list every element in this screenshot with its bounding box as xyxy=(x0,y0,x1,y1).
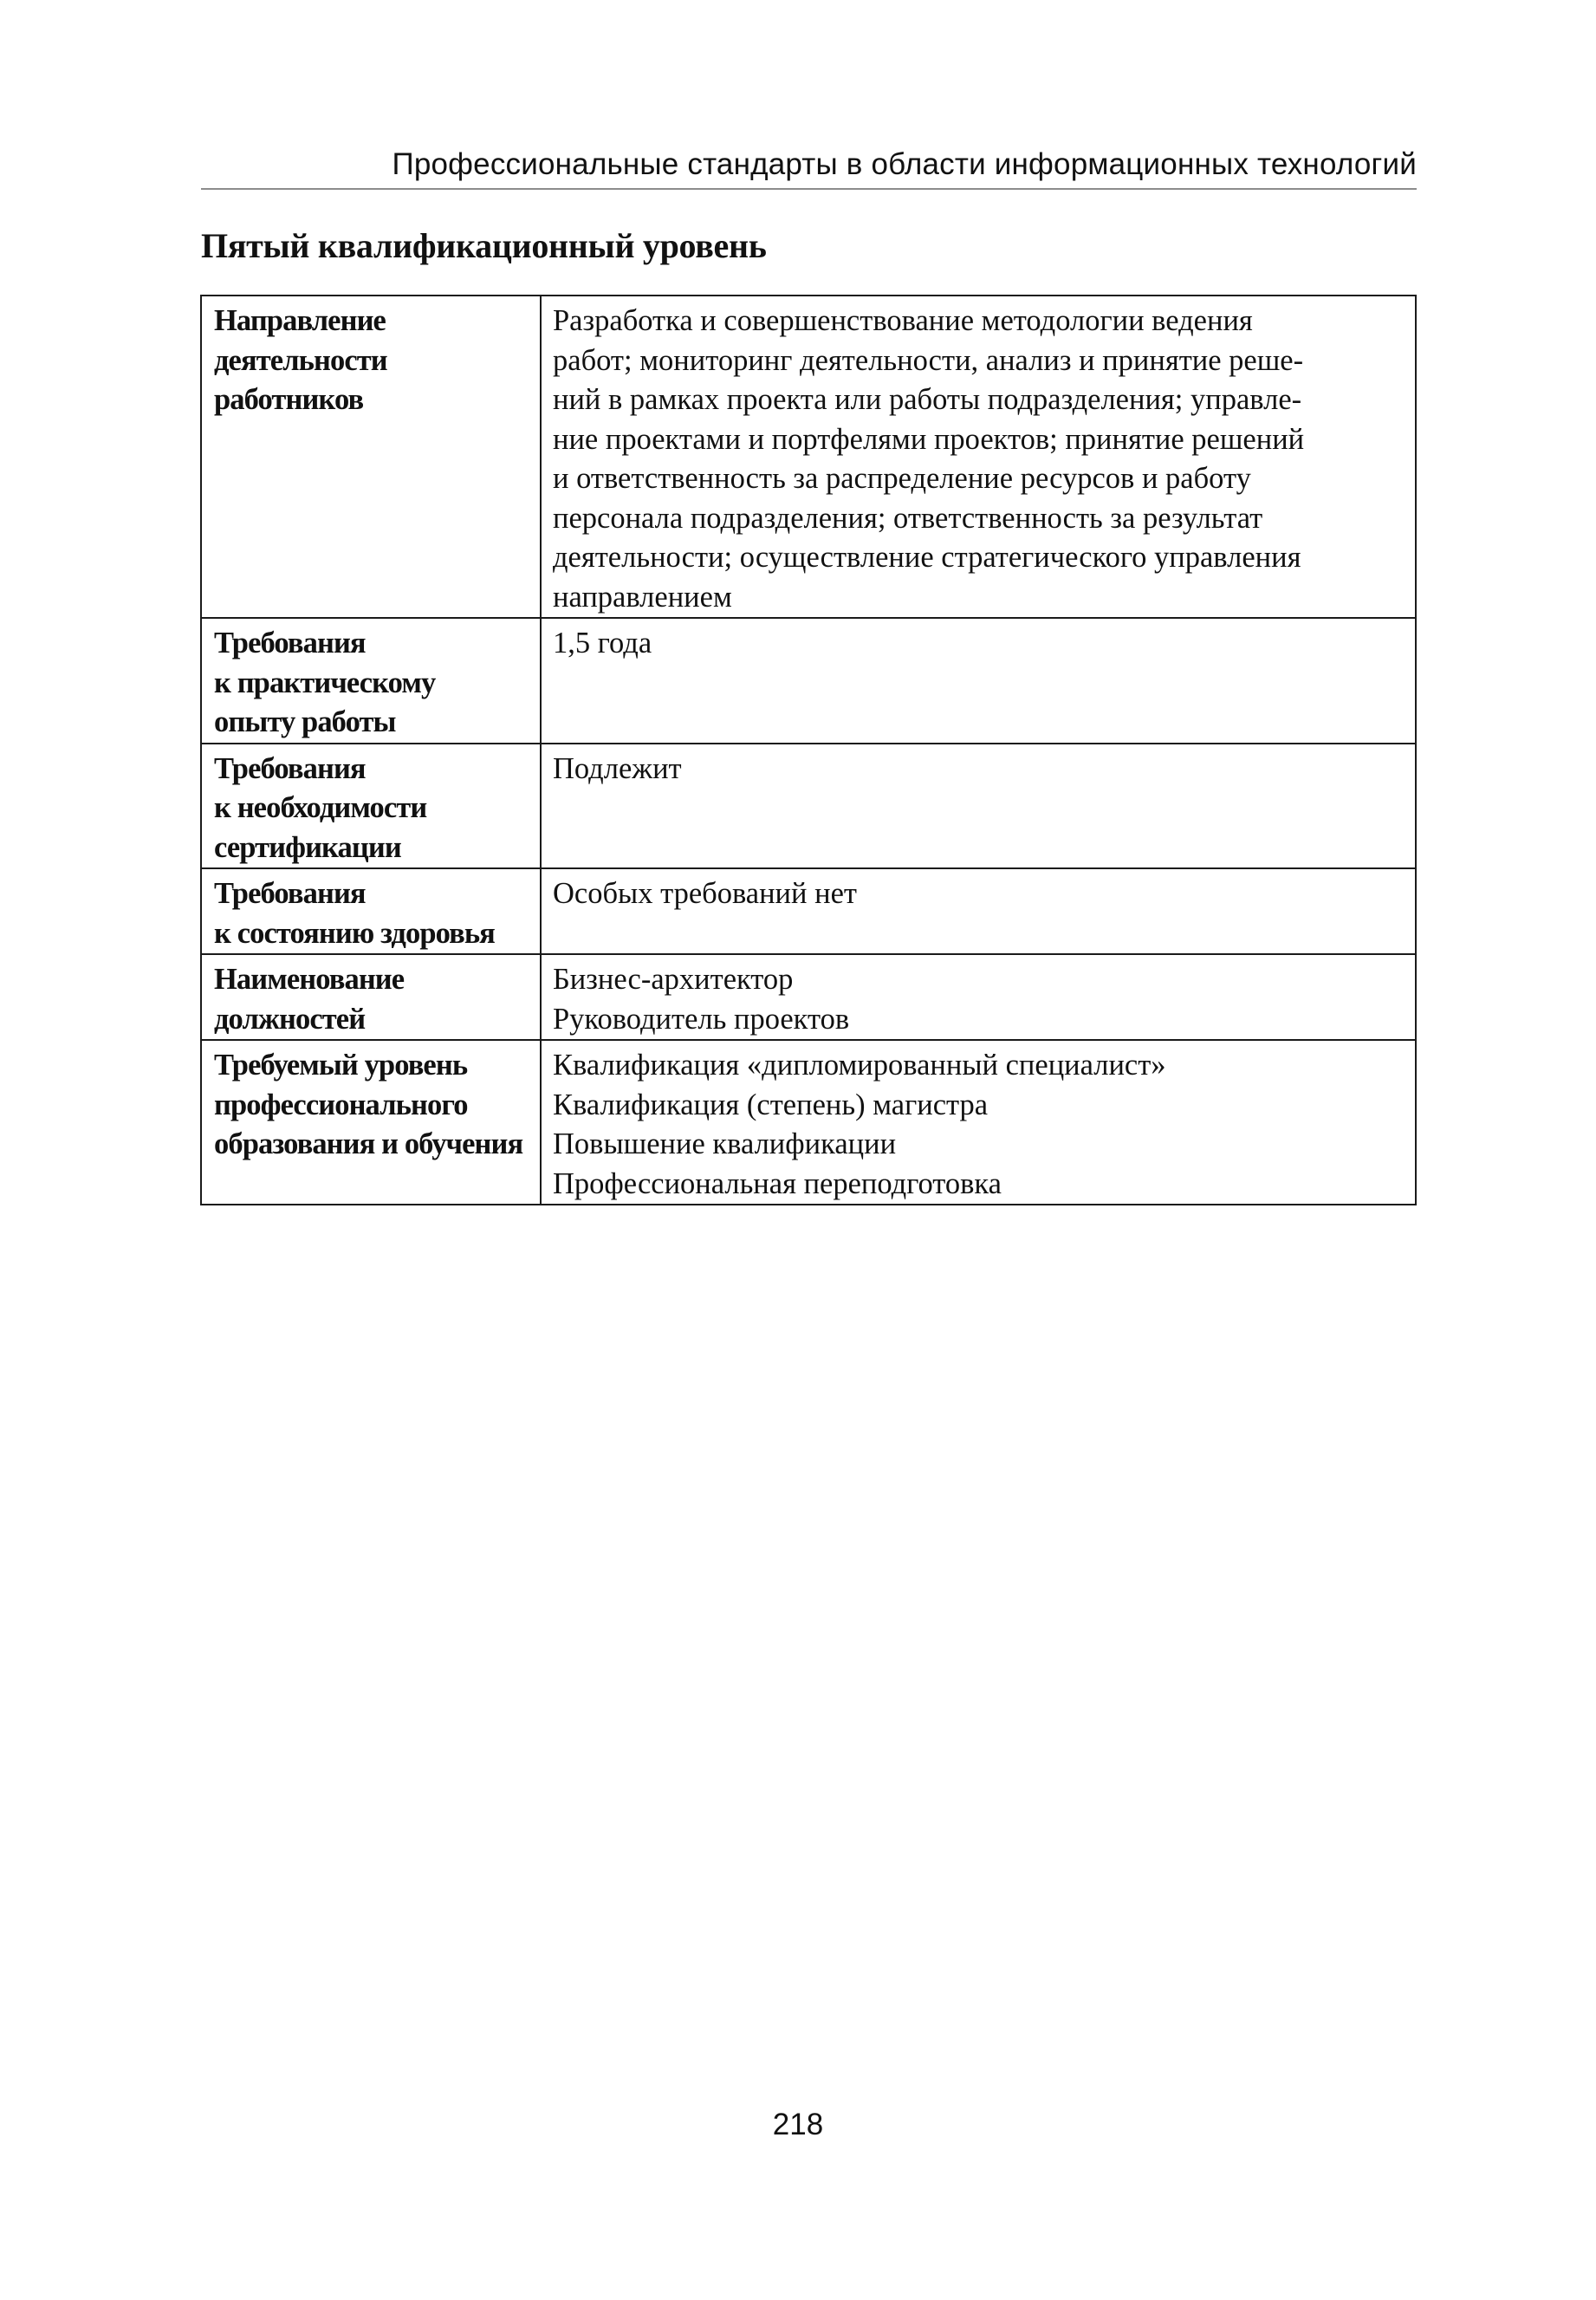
value-line: деятельности; осуществление стратегического управления xyxy=(553,541,1301,574)
row-value xyxy=(541,1040,1416,1205)
label-line: Наименование xyxy=(214,963,405,996)
label-line: к необходимости xyxy=(214,791,427,824)
row-label xyxy=(201,1040,541,1205)
table-row xyxy=(201,954,1416,1040)
value-line: Особых требований нет xyxy=(553,877,857,910)
value-line: Бизнес-архитектор xyxy=(553,963,794,996)
label-line: должностей xyxy=(214,1002,366,1036)
value-line: ние проектами и портфелями проектов; принятие решений xyxy=(553,422,1305,456)
qualification-table xyxy=(200,295,1417,1205)
header-rule xyxy=(201,188,1417,190)
label-line: Направление xyxy=(214,304,386,337)
label-line: Требования xyxy=(214,751,366,785)
label-line: Требуемый уровень xyxy=(214,1049,468,1082)
table-row xyxy=(201,744,1416,869)
table-row xyxy=(201,618,1416,744)
value-line: работ; мониторинг деятельности, анализ и принятие реше- xyxy=(553,343,1304,377)
table-row xyxy=(201,868,1416,954)
value-line: Разработка и совершенствование методологии ведения xyxy=(553,304,1253,337)
row-value xyxy=(541,868,1416,954)
table-row xyxy=(201,296,1416,618)
label-line: Требования xyxy=(214,627,366,659)
row-label xyxy=(201,296,541,618)
row-label xyxy=(201,744,541,869)
label-line: деятельности xyxy=(214,343,387,377)
value-line: Квалификация (степень) магистра xyxy=(553,1088,989,1121)
label-line: образования и обучения xyxy=(214,1127,523,1160)
value-line: направлением xyxy=(553,580,732,614)
page-number: 218 xyxy=(772,2108,824,2141)
row-value xyxy=(541,618,1416,744)
label-line: работников xyxy=(214,383,364,416)
value-line: и ответственность за распределение ресурсов и работу xyxy=(553,462,1251,495)
row-value xyxy=(541,954,1416,1040)
row-value xyxy=(541,744,1416,869)
row-label xyxy=(201,618,541,744)
value-line: персонала подразделения; ответственность за результат xyxy=(553,501,1263,535)
value-line: ний в рамках проекта или работы подразделения; управле- xyxy=(553,383,1302,416)
label-line: к практическому xyxy=(214,666,436,699)
value-line: Квалификация «дипломированный специалист» xyxy=(553,1049,1166,1082)
label-line: Требования xyxy=(214,877,366,910)
running-header: Профессиональные стандарты в области информационных технологий xyxy=(392,147,1417,181)
row-value xyxy=(541,296,1416,618)
row-label xyxy=(201,868,541,954)
row-label xyxy=(201,954,541,1040)
value-line: Профессиональная переподготовка xyxy=(553,1166,1002,1200)
section-title: Пятый квалификационный уровень xyxy=(201,226,767,265)
label-line: профессионального xyxy=(214,1088,468,1121)
value-line: Подлежит xyxy=(553,751,682,785)
value-line: Повышение квалификации xyxy=(553,1127,897,1160)
label-line: сертификации xyxy=(214,830,401,864)
value-line: Руководитель проектов xyxy=(553,1002,850,1036)
label-line: к состоянию здоровья xyxy=(214,916,495,950)
table-row xyxy=(201,1040,1416,1205)
value-line: 1,5 года xyxy=(553,627,652,659)
label-line: опыту работы xyxy=(214,705,396,738)
